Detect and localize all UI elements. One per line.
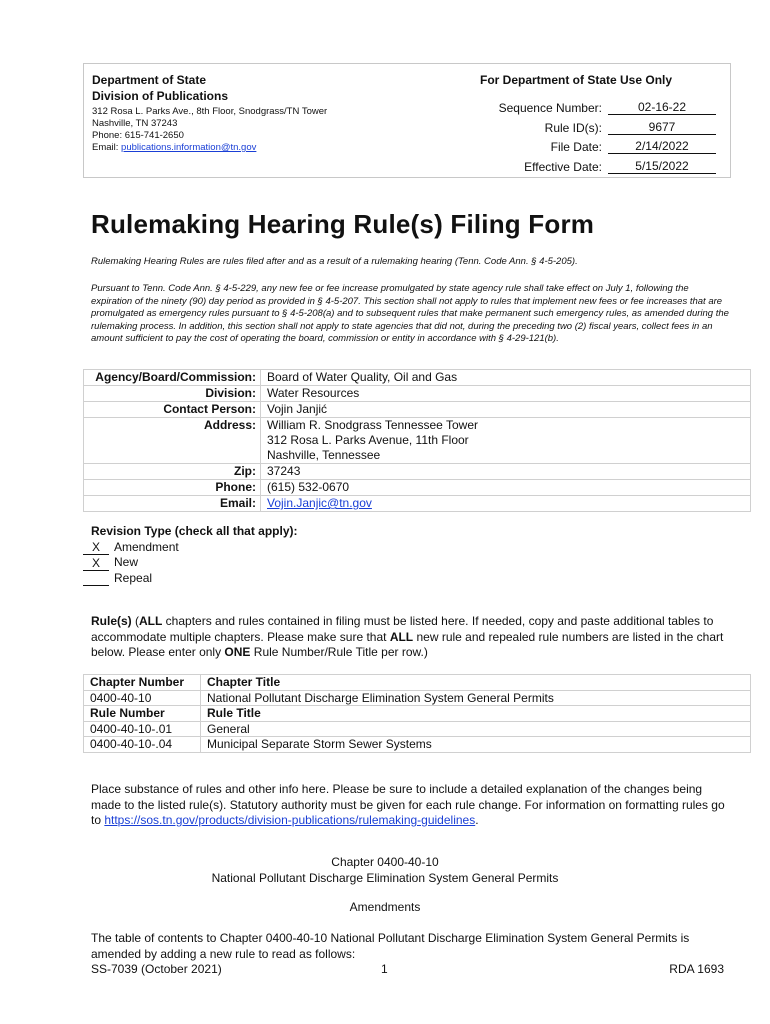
rule-number: 0400-40-10-.01 — [84, 721, 201, 737]
email-row — [84, 496, 751, 512]
revision-type-title: Revision Type (check all that apply): — [91, 524, 298, 538]
publications-contact — [92, 72, 422, 154]
revision-amendment — [83, 540, 298, 556]
division-value: Water Resources — [261, 386, 751, 402]
phone-label: Phone: — [84, 480, 261, 496]
chapter-header-row — [84, 675, 751, 691]
contact-value: Vojin Janjić — [261, 402, 751, 418]
address-row — [84, 418, 751, 464]
state-use-only-title: For Department of State Use Only — [480, 73, 673, 87]
footer-page-number: 1 — [381, 962, 388, 976]
zip-row — [84, 464, 751, 480]
substance-instructions — [91, 782, 731, 829]
phone-value: (615) 532-0670 — [261, 480, 751, 496]
chapter-row — [84, 690, 751, 706]
contact-row — [84, 402, 751, 418]
table-row — [84, 721, 751, 737]
rules-instr-part: chapters and rules contained in filing must be listed here. If needed, copy and paste additional tables to accommodate multiple chapters. Please make sure that — [91, 614, 714, 644]
new-checkmark[interactable]: X — [83, 557, 109, 571]
repeal-checkmark[interactable] — [83, 572, 109, 586]
substance-text: Place substance of rules and other info here. Please be sure to include a detailed explanation of the changes being made to the listed rule(s). Statutory authority must be given for each rule change. For information on formatting rules go to — [91, 782, 725, 827]
rules-instr-part: new rule and repealed rule numbers are listed in the chart below. Please enter only — [91, 629, 724, 659]
file-date-label: File Date: — [550, 140, 602, 154]
email-line — [92, 142, 422, 154]
amendments-heading: Amendments — [349, 900, 421, 914]
chapter-heading: Chapter 0400-40-10 — [331, 855, 439, 869]
rules-instr-part: ( — [131, 614, 140, 628]
division-name: Division of Publications — [92, 89, 229, 103]
amendment-label: Amendment — [114, 539, 179, 554]
footer-form-id: SS-7039 (October 2021) — [91, 962, 222, 976]
sequence-number-label: Sequence Number: — [498, 101, 602, 115]
rules-bold-label: Rule(s) — [91, 614, 132, 628]
revision-repeal — [83, 571, 298, 587]
address-line-2: Nashville, TN 37243 — [92, 118, 178, 129]
phone-row — [84, 480, 751, 496]
rule-ids-row — [480, 117, 720, 137]
table-row — [84, 737, 751, 753]
address-line-1: 312 Rosa L. Parks Ave., 8th Floor, Snodgrass/TN Tower — [92, 106, 328, 117]
sequence-number-row — [480, 97, 720, 117]
new-label: New — [114, 555, 139, 569]
chapter-number: 0400-40-10 — [84, 690, 201, 706]
rules-instr-all-2: ALL — [389, 629, 414, 644]
revision-type-section — [83, 524, 298, 586]
agency-value: Board of Water Quality, Oil and Gas — [261, 370, 751, 386]
address-line-2: 312 Rosa L. Parks Avenue, 11th Floor — [267, 433, 469, 447]
address-value — [261, 418, 751, 464]
rules-instr-one: ONE — [224, 645, 251, 659]
substance-period: . — [475, 813, 479, 827]
email-value — [261, 496, 751, 512]
effective-date-value: 5/15/2022 — [608, 159, 716, 174]
agency-label: Agency/Board/Commission: — [84, 370, 261, 386]
phone-text: Phone: 615-741-2650 — [92, 130, 184, 141]
effective-date-row — [480, 156, 720, 176]
email-label: Email: — [92, 142, 122, 153]
contact-email-link[interactable]: Vojin.Janjic@tn.gov — [267, 496, 372, 510]
publications-email-link[interactable]: publications.information@tn.gov — [121, 142, 257, 153]
rule-ids-value: 9677 — [608, 120, 716, 135]
rule-number: 0400-40-10-.04 — [84, 737, 201, 753]
file-date-value: 2/14/2022 — [608, 139, 716, 154]
chapter-number-header: Chapter Number — [84, 675, 201, 691]
repeal-label: Repeal — [114, 570, 153, 585]
agency-row — [84, 370, 751, 386]
rule-ids-label: Rule ID(s): — [544, 120, 602, 135]
form-title: Rulemaking Hearing Rule(s) Filing Form — [91, 209, 595, 239]
zip-value: 37243 — [261, 464, 751, 480]
address-label: Address: — [84, 418, 261, 464]
rule-title: Municipal Separate Storm Sewer Systems — [201, 737, 751, 753]
sequence-number-value: 02-16-22 — [608, 100, 716, 115]
toc-amendment-text: The table of contents to Chapter 0400-40-10 National Pollutant Discharge Elimination System General Permits is amended by adding a new rule to read as follows: — [91, 931, 690, 961]
address-line-1: William R. Snodgrass Tennessee Tower — [267, 418, 478, 432]
rules-instr-all-1: ALL — [139, 614, 163, 628]
rule-header-row — [84, 706, 751, 722]
rules-instr-part: Rule Number/Rule Title per row.) — [250, 645, 428, 659]
rule-title: General — [201, 721, 751, 737]
chapter-title: National Pollutant Discharge Elimination System General Permits — [201, 690, 751, 706]
email-label: Email: — [84, 496, 261, 512]
revision-new — [83, 555, 298, 571]
address-line-3: Nashville, Tennessee — [267, 448, 381, 462]
hearing-rules-note: Rulemaking Hearing Rules are rules filed after and as a result of a rulemaking hearing (Tenn. Code Ann. § 4-5-205). — [91, 256, 578, 267]
amendment-checkmark[interactable]: X — [83, 541, 109, 555]
department-name: Department of State — [92, 73, 207, 87]
header-box — [83, 63, 731, 178]
chapter-title-header: Chapter Title — [201, 675, 751, 691]
effective-date-label: Effective Date: — [524, 159, 602, 174]
agency-info-table — [83, 369, 751, 512]
file-date-row — [480, 136, 720, 156]
rule-title-header: Rule Title — [201, 706, 751, 722]
chapter-subheading: National Pollutant Discharge Elimination System General Permits — [211, 871, 559, 885]
fee-increase-note: Pursuant to Tenn. Code Ann. § 4-5-229, any new fee or fee increase promulgated by state agency rule shall take effect on July 1, following the expiration of the ninety (90) day period as provided in § 4-5-207. This section shall not apply to rules that implement new fees or fee increases that are promulgated as emergency rules pursuant to § 4-5-208(a) and to subsequent rules that make permanent such emergency rules, as amended during the rulemaking process. In addition, this section shall not apply to state agencies that did not, during the preceding two (2) fiscal years, collect fees in an amount sufficient to pay the cost of operating the board, commission or entity in accordance with § 4-29-121(b). — [91, 283, 729, 344]
contact-label: Contact Person: — [84, 402, 261, 418]
division-row — [84, 386, 751, 402]
state-use-only-panel — [480, 72, 720, 175]
rulemaking-guidelines-link[interactable]: https://sos.tn.gov/products/division-publications/rulemaking-guidelines — [104, 813, 476, 827]
rules-table — [83, 674, 751, 753]
division-label: Division: — [84, 386, 261, 402]
zip-label: Zip: — [84, 464, 261, 480]
rule-number-header: Rule Number — [84, 706, 201, 722]
rules-instructions — [91, 614, 731, 661]
footer-rda: RDA 1693 — [669, 962, 724, 976]
